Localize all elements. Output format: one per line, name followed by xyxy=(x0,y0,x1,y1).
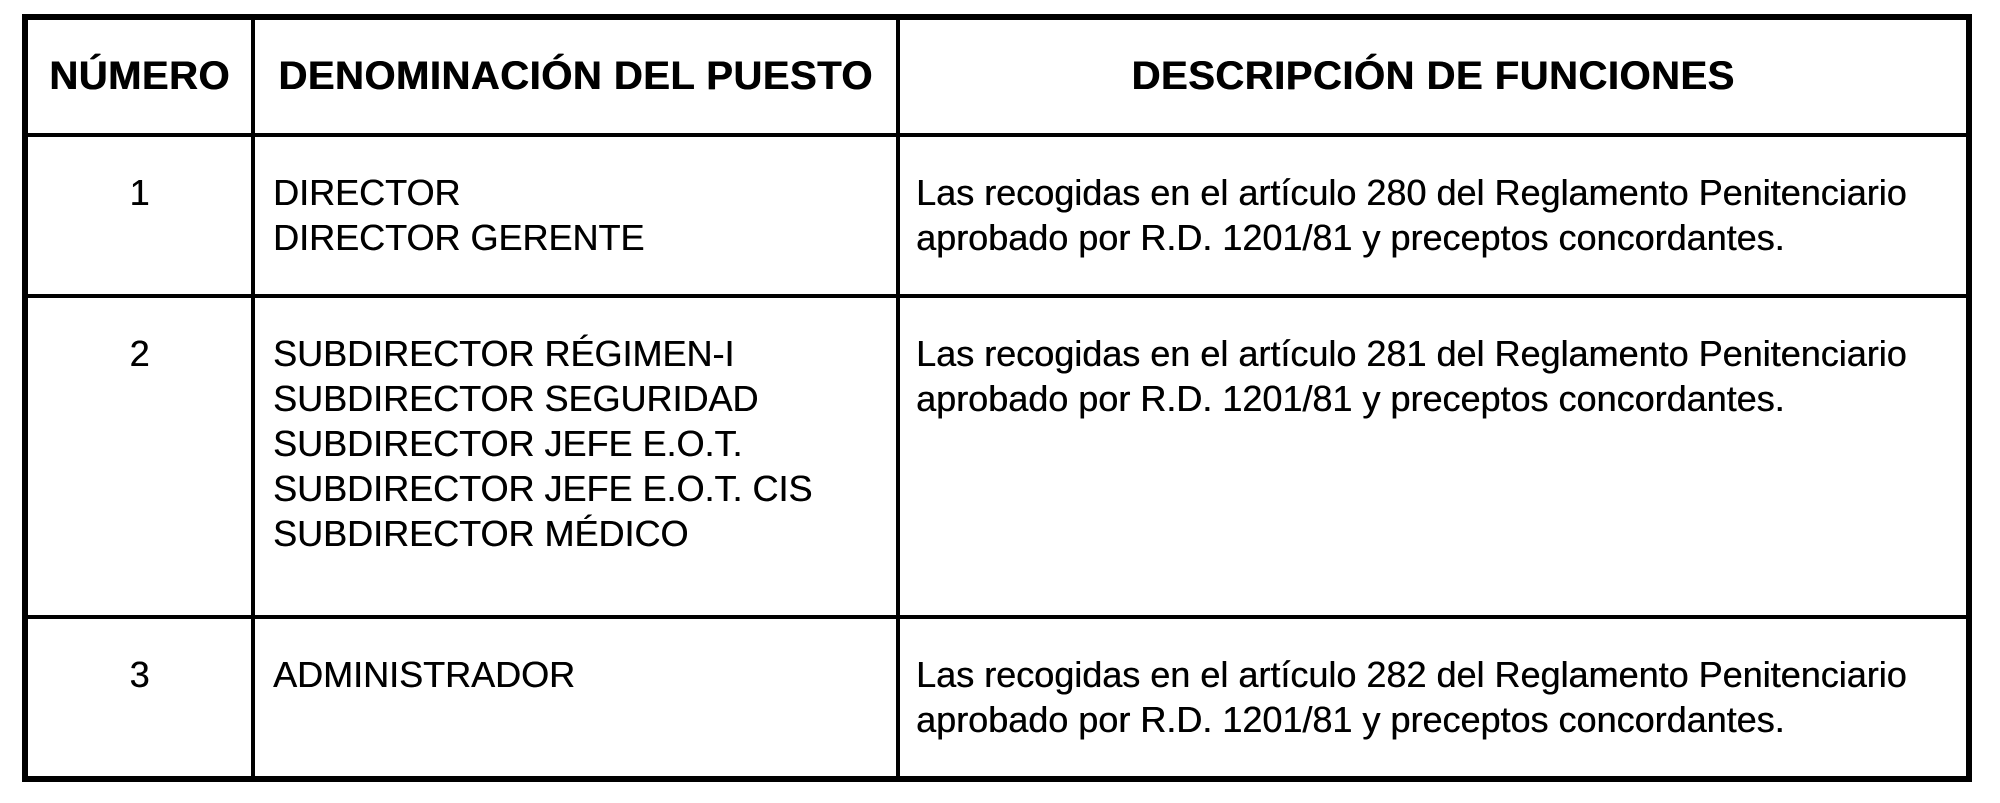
position-line: ADMINISTRADOR xyxy=(273,654,576,695)
position-line: DIRECTOR xyxy=(273,172,461,213)
header-cell-descripcion xyxy=(900,20,1966,137)
position-line: DIRECTOR GERENTE xyxy=(273,217,645,258)
position-line: SUBDIRECTOR JEFE E.O.T. CIS xyxy=(273,468,813,509)
description-text: Las recogidas en el artículo 282 del Reglamento Penitenciario aprobado por R.D. 1201/81 y preceptos concordantes. xyxy=(916,654,1907,740)
row-number: 3 xyxy=(129,654,150,695)
position-line: SUBDIRECTOR JEFE E.O.T. xyxy=(273,423,743,464)
header-cell-denominacion xyxy=(255,20,900,137)
row2-number-cell xyxy=(28,298,255,619)
row2-description-cell xyxy=(900,298,1966,619)
description-text: Las recogidas en el artículo 281 del Reglamento Penitenciario aprobado por R.D. 1201/81 y preceptos concordantes. xyxy=(916,333,1907,419)
header-label-numero: NÚMERO xyxy=(49,54,230,98)
description-text: Las recogidas en el artículo 280 del Reglamento Penitenciario aprobado por R.D. 1201/81 y preceptos concordantes. xyxy=(916,172,1907,258)
row1-number-cell xyxy=(28,137,255,298)
row3-number-cell xyxy=(28,619,255,776)
row-number: 2 xyxy=(129,333,150,374)
row1-description-cell xyxy=(900,137,1966,298)
row-number: 1 xyxy=(129,172,150,213)
row1-positions-cell xyxy=(255,137,900,298)
header-cell-numero xyxy=(28,20,255,137)
job-positions-table xyxy=(22,14,1972,782)
position-line: SUBDIRECTOR SEGURIDAD xyxy=(273,378,759,419)
header-label-denominacion: DENOMINACIÓN DEL PUESTO xyxy=(278,54,873,98)
position-line: SUBDIRECTOR RÉGIMEN-I xyxy=(273,333,735,374)
row3-description-cell xyxy=(900,619,1966,776)
header-label-descripcion: DESCRIPCIÓN DE FUNCIONES xyxy=(1131,54,1735,98)
position-line: SUBDIRECTOR MÉDICO xyxy=(273,513,689,554)
row3-positions-cell xyxy=(255,619,900,776)
row2-positions-cell xyxy=(255,298,900,619)
